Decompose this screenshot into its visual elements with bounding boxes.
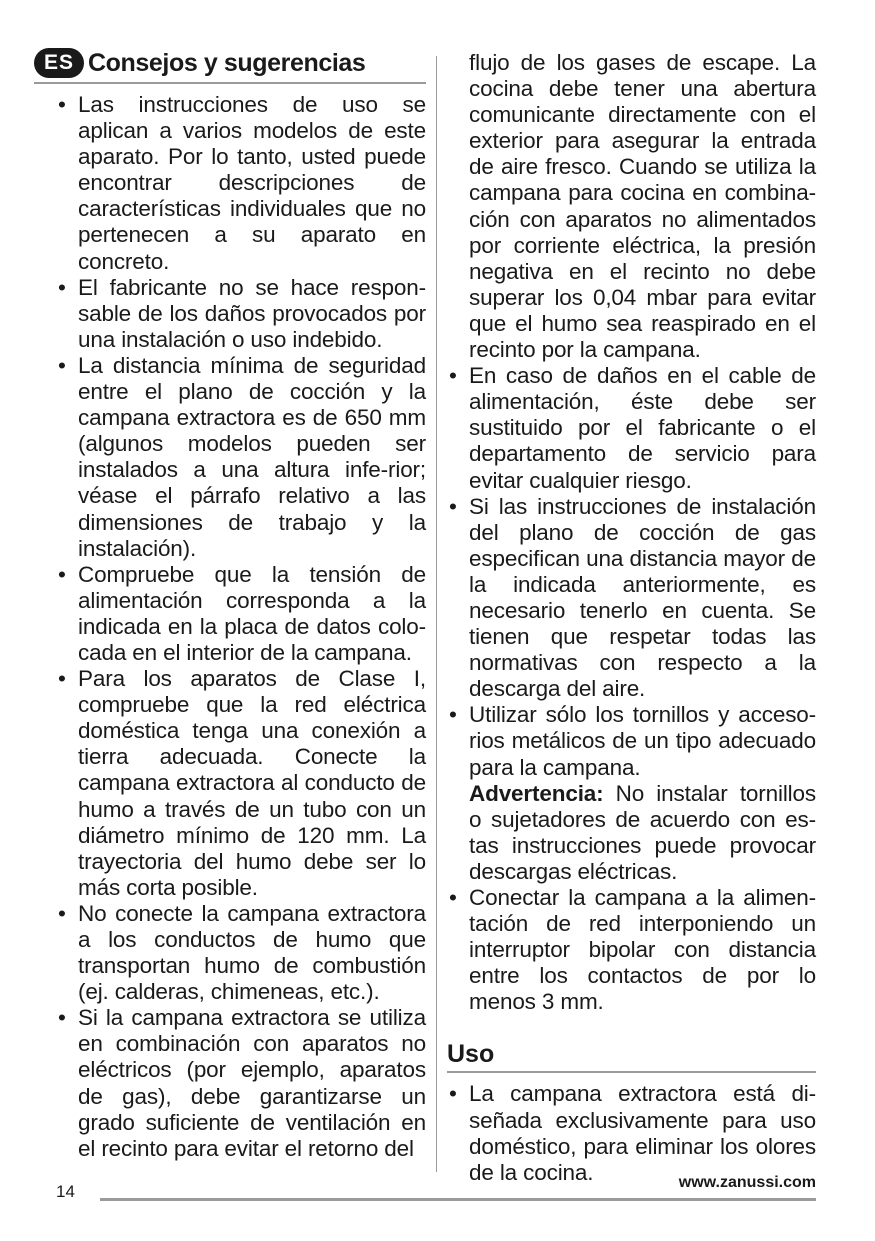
list-item: • Si las instrucciones de instalación del plano de cocción de gas especifican una distancia mayor de la indicada anteriormente, es necesario tenerlo en cuenta. Se tienen que respetar todas las normativas con respecto a la descarga del aire.: [447, 494, 816, 703]
list-item: • Compruebe que la tensión de alimentación corresponda a la indicada en la placa de datos colo-cada en el interior de la campana.: [56, 562, 426, 666]
section-title: Consejos y sugerencias: [88, 48, 366, 77]
page-number: 14: [56, 1182, 75, 1201]
list-item: • En caso de daños en el cable de alimentación, éste debe ser sustituido por el fabricante o el departamento de servicio para evitar cualquier riesgo.: [447, 363, 816, 493]
list-item: • El fabricante no se hace respon-sable de los daños provocados por una instalación o uso indebido.: [56, 275, 426, 353]
list-item: • Para los aparatos de Clase I, compruebe que la red eléctrica doméstica tenga una conexión a tierra adecuada. Conecte la campana extractora al conducto de humo a través de un tubo con un diámetro mínimo de 120 mm. La trayectoria del humo debe ser lo más corta posible.: [56, 666, 426, 901]
warning-label: Advertencia:: [469, 780, 604, 806]
list-item: • Si la campana extractora se utiliza en combinación con aparatos no eléctricos (por ejemplo, aparatos de gas), debe garantizarse un grado suficiente de ventilación en el recinto para evitar el retorno del: [56, 1005, 426, 1162]
page-footer: [56, 1170, 816, 1210]
warning-text: No instalar tornillos o sujetadores de acuerdo con es-tas instrucciones puede provocar descargas eléctricas.: [469, 780, 816, 884]
left-column: [43, 44, 426, 1162]
website-link: www.zanussi.com: [678, 1174, 816, 1191]
section-heading: [34, 44, 426, 84]
tips-list-right: [447, 363, 816, 781]
tips-list-left: [56, 92, 426, 1162]
list-item: • Utilizar sólo los tornillos y acceso-rios metálicos de un tipo adecuado para la campana.: [447, 702, 816, 780]
list-item: • La campana extractora está di-señada exclusivamente para uso doméstico, para eliminar los olores de la cocina.: [447, 1081, 816, 1185]
list-item: • Las instrucciones de uso se aplican a varios modelos de este aparato. Por lo tanto, usted puede encontrar descripciones de características individuales que no pertenecen a su aparato en concreto.: [56, 92, 426, 275]
list-item: • La distancia mínima de seguridad entre el plano de cocción y la campana extractora es de 650 mm (algunos modelos pueden ser instalados a una altura infe-rior; véase el párrafo relativo a las dimensiones de trabajo y la instalación).: [56, 353, 426, 562]
language-badge: ES: [34, 48, 84, 78]
uso-heading: [447, 1037, 816, 1073]
right-column: [447, 50, 816, 1186]
tips-list-right-end: [447, 885, 816, 1015]
list-item: • Conectar la campana a la alimen-tación de red interponiendo un interruptor bipolar con distancia entre los contactos de por lo menos 3 mm.: [447, 885, 816, 1015]
list-item: • No conecte la campana extractora a los conductos de humo que transportan humo de combustión (ej. calderas, chimeneas, etc.).: [56, 901, 426, 1005]
uso-title: Uso: [447, 1039, 495, 1068]
continued-paragraph: flujo de los gases de escape. La cocina debe tener una abertura comunicante directamente con el exterior para asegurar la entrada de aire fresco. Cuando se utiliza la campana para cocina en combina-ción con aparatos no alimentados por corriente eléctrica, la presión negativa en el recinto no debe superar los 0,04 mbar para evitar que el humo sea reaspirado en el recinto por la campana.: [469, 50, 816, 363]
footer-rule: [100, 1198, 816, 1201]
column-divider: [436, 56, 437, 1172]
warning-paragraph: [447, 781, 816, 885]
